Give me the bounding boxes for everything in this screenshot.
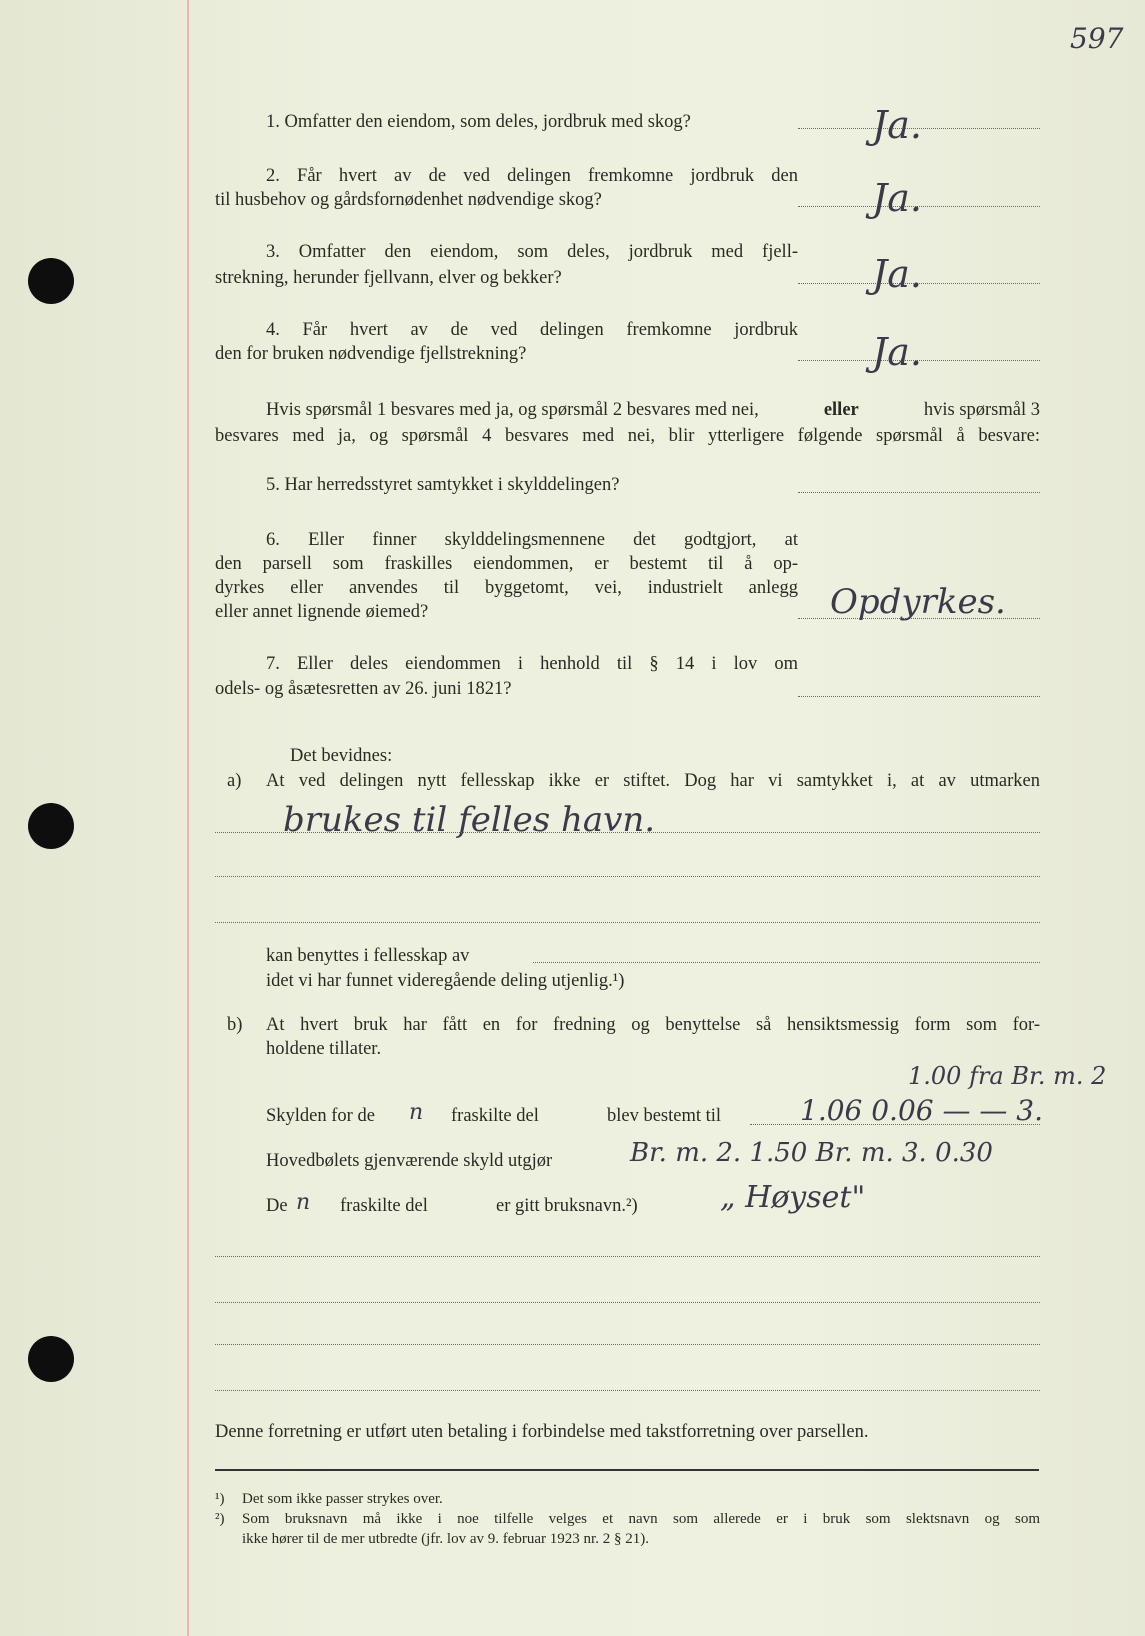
condition-bold: eller bbox=[823, 400, 859, 420]
punch-hole bbox=[28, 1336, 74, 1382]
attest-a-text: At ved delingen nytt fellesskap ikke er stiftet. Dog har vi samtykket i, at av utmarken bbox=[266, 771, 1040, 791]
punch-hole bbox=[28, 803, 74, 849]
skyld-row1-c: blev bestemt til bbox=[607, 1106, 722, 1126]
skyld-row3-hw1: n bbox=[296, 1190, 311, 1215]
attest-a-label: a) bbox=[227, 771, 242, 791]
attest-b-line1: At hvert bruk har fått en for fredning og benyttelse så hensiktsmessig form som for- bbox=[266, 1015, 1040, 1035]
kan-line2: idet vi har funnet videregående deling utjenlig.¹) bbox=[266, 971, 625, 991]
fill-line bbox=[215, 1390, 1040, 1391]
question-2-line2: til husbehov og gårdsfornødenhet nødvendige skog? bbox=[215, 190, 602, 210]
condition-text-b: hvis spørsmål 3 bbox=[923, 400, 1040, 420]
skyld-handwritten-above: 1.00 fra Br. m. 2 bbox=[908, 1062, 1107, 1090]
skyld-row2-value: Br. m. 2. 1.50 Br. m. 3. 0.30 bbox=[630, 1138, 993, 1168]
answer-4: Ja. bbox=[872, 330, 922, 374]
skyld-row2-label: Hovedbølets gjenværende skyld utgjør bbox=[266, 1151, 553, 1171]
margin-line bbox=[187, 0, 189, 1636]
page-number: 597 bbox=[1070, 22, 1124, 55]
question-3-line1: 3. Omfatter den eiendom, som deles, jordbruk med fjell- bbox=[266, 242, 798, 262]
skyld-row1-a: Skylden for de bbox=[266, 1106, 375, 1126]
question-4-line1: 4. Får hvert av de ved delingen fremkomne jordbruk bbox=[266, 320, 798, 340]
answer-line bbox=[798, 696, 1040, 697]
closing-statement: Denne forretning er utført uten betaling i forbindelse med takstforretning over parsellen. bbox=[215, 1422, 869, 1442]
answer-3: Ja. bbox=[872, 252, 922, 296]
attest-b-label: b) bbox=[227, 1015, 243, 1035]
skyld-row3-value: „ Høyset" bbox=[720, 1180, 866, 1215]
answer-line bbox=[798, 492, 1040, 493]
answer-2: Ja. bbox=[872, 176, 922, 220]
question-1: 1. Omfatter den eiendom, som deles, jordbruk med skog? bbox=[266, 112, 691, 132]
fill-line bbox=[215, 1256, 1040, 1257]
fill-line bbox=[215, 922, 1040, 923]
condition-text-a: Hvis spørsmål 1 besvares med ja, og spørsmål 2 besvares med nei, bbox=[266, 400, 759, 420]
skyld-row3-c: er gitt bruksnavn.²) bbox=[496, 1196, 638, 1216]
answer-1: Ja. bbox=[872, 103, 922, 147]
fill-line bbox=[533, 962, 1040, 963]
question-7-line1: 7. Eller deles eiendommen i henhold til § 14 i lov om bbox=[266, 654, 798, 674]
footnote-2-mark: ²) bbox=[215, 1511, 225, 1527]
skyld-row3-a: De bbox=[266, 1196, 288, 1216]
question-2-line1: 2. Får hvert av de ved delingen fremkomne jordbruk den bbox=[266, 166, 798, 186]
fill-line bbox=[215, 1344, 1040, 1345]
condition-line1 bbox=[266, 398, 1040, 422]
answer-6: Opdyrkes. bbox=[830, 582, 1006, 622]
footnote-1-text: Det som ikke passer strykes over. bbox=[242, 1491, 443, 1507]
fill-line bbox=[215, 1302, 1040, 1303]
question-7-line2: odels- og åsætesretten av 26. juni 1821? bbox=[215, 679, 512, 699]
skyld-row1-value: 1.06 0.06 — — 3. bbox=[800, 1094, 1044, 1127]
skyld-row1-b: fraskilte del bbox=[451, 1106, 539, 1126]
attest-heading: Det bevidnes: bbox=[290, 746, 393, 766]
condition-line2: besvares med ja, og spørsmål 4 besvares med nei, blir ytterligere følgende spørsmål å besvare: bbox=[215, 426, 1040, 446]
question-3-line2: strekning, herunder fjellvann, elver og bekker? bbox=[215, 268, 562, 288]
attest-b-line2: holdene tillater. bbox=[266, 1039, 382, 1059]
question-6-line4: eller annet lignende øiemed? bbox=[215, 602, 429, 622]
footnote-1-mark: ¹) bbox=[215, 1491, 225, 1507]
skyld-row1-hw1: n bbox=[409, 1100, 424, 1125]
punch-hole bbox=[28, 258, 74, 304]
kan-line1: kan benyttes i fellesskap av bbox=[266, 946, 470, 966]
question-5: 5. Har herredsstyret samtykket i skylddelingen? bbox=[266, 475, 620, 495]
question-6-line1: 6. Eller finner skylddelingsmennene det godtgjort, at bbox=[266, 530, 798, 550]
footnote-2-line1: Som bruksnavn må ikke i noe tilfelle velges et navn som allerede er i bruk som slektsnavn og som bbox=[242, 1511, 1040, 1527]
fill-line bbox=[215, 876, 1040, 877]
question-4-line2: den for bruken nødvendige fjellstrekning? bbox=[215, 344, 527, 364]
footnote-rule bbox=[215, 1469, 1039, 1471]
attest-a-handwritten: brukes til felles havn. bbox=[283, 800, 656, 840]
fill-line bbox=[215, 832, 1040, 833]
footnote-2-line2: ikke hører til de mer utbredte (jfr. lov av 9. februar 1923 nr. 2 § 21). bbox=[242, 1531, 649, 1547]
question-6-line2: den parsell som fraskilles eiendommen, er bestemt til å op- bbox=[215, 554, 798, 574]
question-6-line3: dyrkes eller anvendes til byggetomt, vei, industrielt anlegg bbox=[215, 578, 798, 598]
skyld-row3-b: fraskilte del bbox=[340, 1196, 428, 1216]
